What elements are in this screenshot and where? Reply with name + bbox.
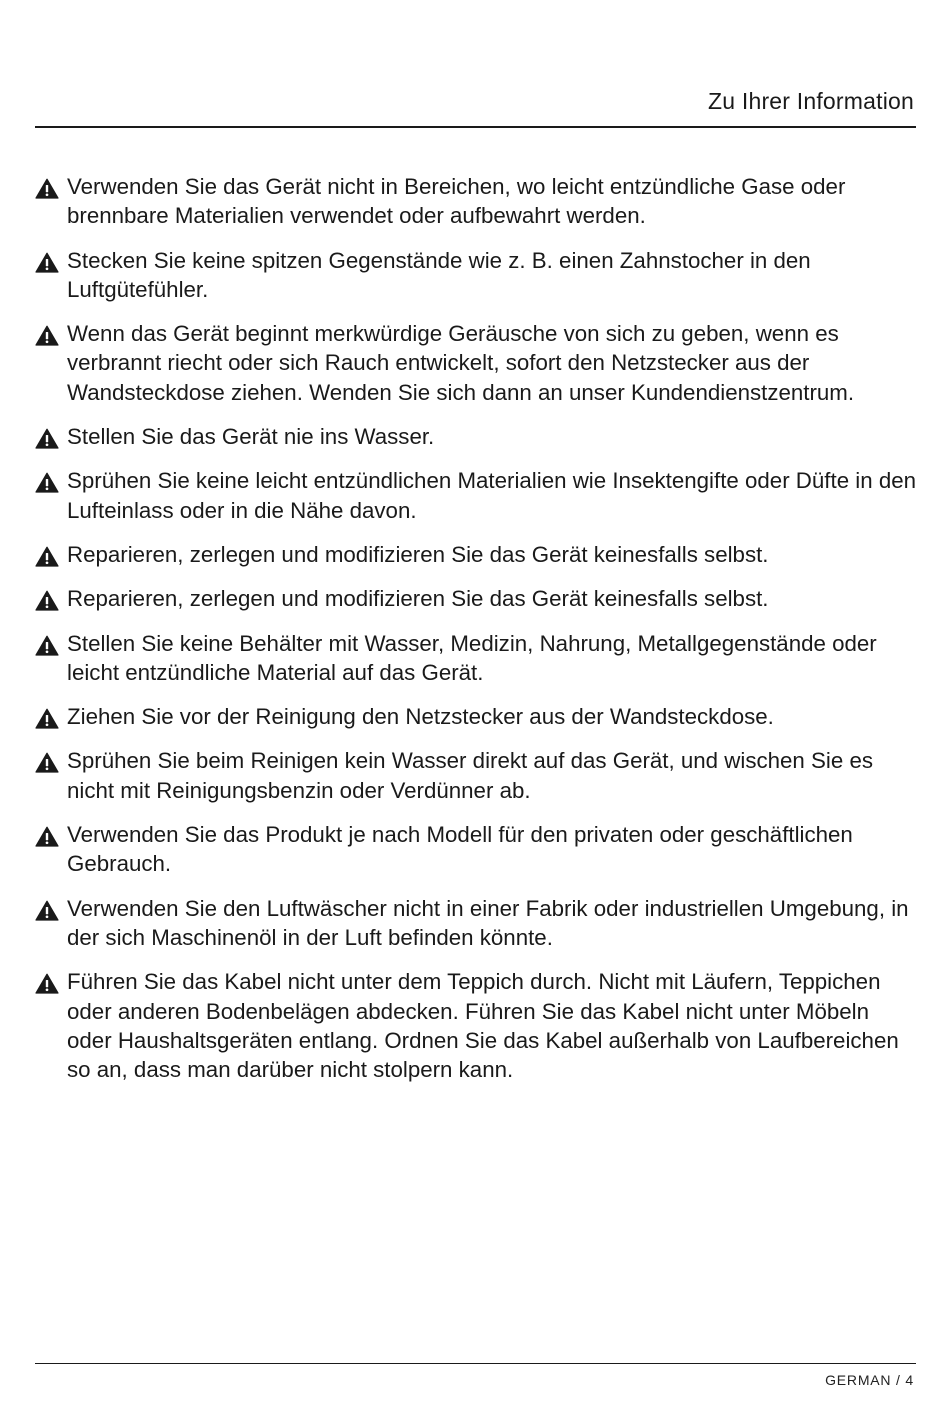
warning-triangle-icon [35,826,59,847]
warning-triangle-icon [35,546,59,567]
warning-item [34,466,918,525]
warning-text: Führen Sie das Kabel nicht unter dem Teppich durch. Nicht mit Läufern, Teppichen oder anderen Bodenbelägen abdecken. Führen Sie das Kabel nicht unter Möbeln oder Haushaltsgeräten entlang. Ordnen Sie das Kabel außerhalb von Laufbereichen so an, dass man darüber nicht stolpern kann. [67,969,899,1083]
warning-item [34,422,918,451]
warning-text: Ziehen Sie vor der Reinigung den Netzstecker aus der Wandsteckdose. [67,704,774,730]
header-divider [35,126,916,128]
warning-text: Stellen Sie keine Behälter mit Wasser, Medizin, Nahrung, Metallgegenstände oder leicht entzündliche Material auf das Gerät. [67,630,877,685]
warning-item [34,319,918,407]
warning-text: Stellen Sie das Gerät nie ins Wasser. [67,424,435,450]
warning-item [34,894,918,953]
warning-text: Reparieren, zerlegen und modifizieren Sie das Gerät keinesfalls selbst. [67,586,769,612]
warning-item [34,172,918,231]
warning-text: Sprühen Sie keine leicht entzündlichen Materialien wie Insektengifte oder Düfte in den Lufteinlass oder in die Nähe davon. [67,468,917,523]
warning-text: Stecken Sie keine spitzen Gegenstände wie z. B. einen Zahnstocher in den Luftgütefühler. [67,247,811,302]
warning-item [34,246,918,305]
warning-triangle-icon [35,752,59,773]
warning-item [34,746,918,805]
warning-triangle-icon [35,252,59,273]
warning-triangle-icon [35,635,59,656]
warning-text: Reparieren, zerlegen und modifizieren Sie das Gerät keinesfalls selbst. [67,541,769,567]
warning-item [34,702,918,731]
warning-text: Wenn das Gerät beginnt merkwürdige Geräusche von sich zu geben, wenn es verbrannt riecht oder sich Rauch entwickelt, sofort den Netzstecker aus der Wandsteckdose ziehen. Wenden Sie sich dann an unser Kundendienstzentrum. [67,321,855,405]
footer-divider [35,1363,916,1364]
warning-triangle-icon [35,973,59,994]
warning-text: Verwenden Sie den Luftwäscher nicht in einer Fabrik oder industriellen Umgebung, in der sich Maschinenöl in der Luft befinden könnte. [67,895,909,950]
warning-item [34,967,918,1084]
warning-item [34,540,918,569]
warning-text: Verwenden Sie das Gerät nicht in Bereichen, wo leicht entzündliche Gase oder brennbare Materialien verwendet oder aufbewahrt werden. [67,174,846,229]
warning-list [34,172,918,1099]
warning-triangle-icon [35,708,59,729]
warning-item [34,584,918,613]
warning-triangle-icon [35,325,59,346]
warning-triangle-icon [35,428,59,449]
warning-triangle-icon [35,472,59,493]
warning-item [34,629,918,688]
warning-item [34,820,918,879]
warning-text: Sprühen Sie beim Reinigen kein Wasser direkt auf das Gerät, und wischen Sie es nicht mit Reinigungsbenzin oder Verdünner ab. [67,748,873,803]
warning-triangle-icon [35,590,59,611]
footer-page-label: GERMAN / 4 [825,1372,914,1388]
warning-text: Verwenden Sie das Produkt je nach Modell für den privaten oder geschäftlichen Gebrauch. [67,822,853,877]
warning-triangle-icon [35,900,59,921]
warning-triangle-icon [35,178,59,199]
page-title: Zu Ihrer Information [708,88,914,114]
